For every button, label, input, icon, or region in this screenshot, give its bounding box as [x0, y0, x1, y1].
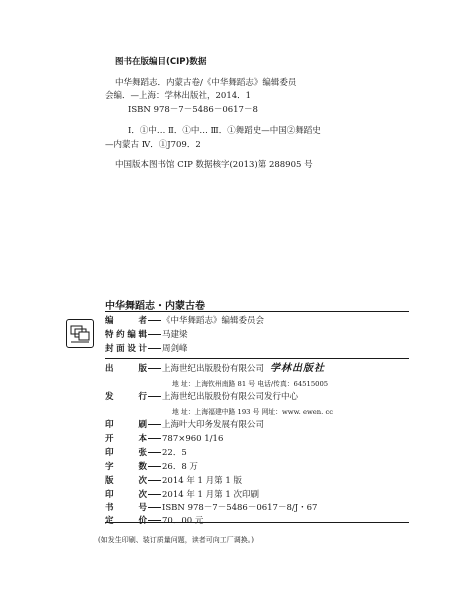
credit-label: 封面设计 — [105, 344, 147, 354]
divider-bottom — [105, 522, 409, 523]
cip-publisher-line: 会编．—上海：学林出版社，2014．1 — [105, 91, 252, 101]
spec-value: 2014 年 1 月第 1 次印刷 — [162, 490, 259, 500]
spec-label: 印张 — [105, 448, 147, 458]
credit-row-editor — [105, 315, 264, 327]
distributor-label: 发行 — [105, 392, 147, 402]
credit-row-cover-design — [105, 343, 188, 355]
spec-label: 开本 — [105, 434, 147, 444]
spec-value: 22．5 — [162, 448, 187, 458]
cip-heading: 图书在版编目(CIP)数据 — [115, 57, 207, 67]
cip-data-number: 中国版本图书馆 CIP 数据核字(2013)第 288905 号 — [115, 160, 313, 170]
spec-value: 787×960 1/16 — [162, 434, 224, 444]
spec-row-sheets — [105, 447, 187, 459]
distributor-address: 地 址：上海福建中路 193 号 网址：www. ewen. cc — [172, 408, 334, 416]
credit-value: 周剑峰 — [162, 344, 188, 354]
spec-value: 70．00 元 — [162, 516, 204, 526]
cip-subjects-line: Ⅰ．①中… Ⅱ．①中… Ⅲ．①舞蹈史—中国②舞蹈史 — [128, 126, 321, 136]
publisher-label: 出版 — [105, 364, 147, 374]
divider-top — [105, 311, 409, 312]
book-title: 中华舞蹈志・内蒙古卷 — [105, 301, 205, 312]
spec-row-price — [105, 515, 203, 527]
spec-row-word-count — [105, 461, 198, 473]
publisher-seal: 学林出版社 — [270, 363, 326, 374]
spec-value: 上海叶大印务发展有限公司 — [162, 420, 265, 430]
spec-row-format — [105, 433, 223, 445]
spec-row-printer — [105, 419, 264, 431]
credit-label: 特约编辑 — [105, 330, 147, 340]
spec-label: 印次 — [105, 490, 147, 500]
distributor-name: 上海世纪出版股份有限公司发行中心 — [162, 392, 299, 402]
spec-label: 书号 — [105, 503, 147, 513]
spec-row-edition — [105, 475, 242, 487]
cip-classification-line: —内蒙古 Ⅳ．①J709．2 — [105, 140, 201, 150]
publisher-name: 上海世纪出版股份有限公司 — [162, 364, 265, 374]
credit-row-special-editor — [105, 329, 188, 341]
spec-value: 2014 年 1 月第 1 版 — [162, 476, 242, 486]
spec-label: 字数 — [105, 462, 147, 472]
cip-isbn: ISBN 978－7－5486－0617－8 — [128, 105, 258, 115]
spec-label: 印刷 — [105, 420, 147, 430]
spec-value: 26．8 万 — [162, 462, 198, 472]
spec-value: ISBN 978－7－5486－0617－8/J・67 — [162, 503, 318, 513]
spec-row-isbn — [105, 502, 317, 514]
publisher-address: 地 址：上海钦州南路 81 号 电话/传真：64515005 — [172, 380, 329, 388]
spec-label: 定价 — [105, 516, 147, 526]
divider-middle — [105, 358, 409, 359]
credit-label: 编者 — [105, 316, 147, 326]
distributor-row — [105, 391, 298, 403]
spec-row-printing — [105, 489, 259, 501]
publisher-row — [105, 363, 325, 375]
quality-note: (如发生印刷、装订质量问题，读者可向工厂调换。) — [98, 536, 254, 544]
publisher-logo-icon — [66, 319, 94, 348]
spec-label: 版次 — [105, 476, 147, 486]
credit-value: 马建梁 — [162, 330, 188, 340]
credit-value: 《中华舞蹈志》编辑委员会 — [162, 316, 265, 326]
cip-title-line: 中华舞蹈志．内蒙古卷/《中华舞蹈志》编辑委员 — [115, 78, 297, 88]
